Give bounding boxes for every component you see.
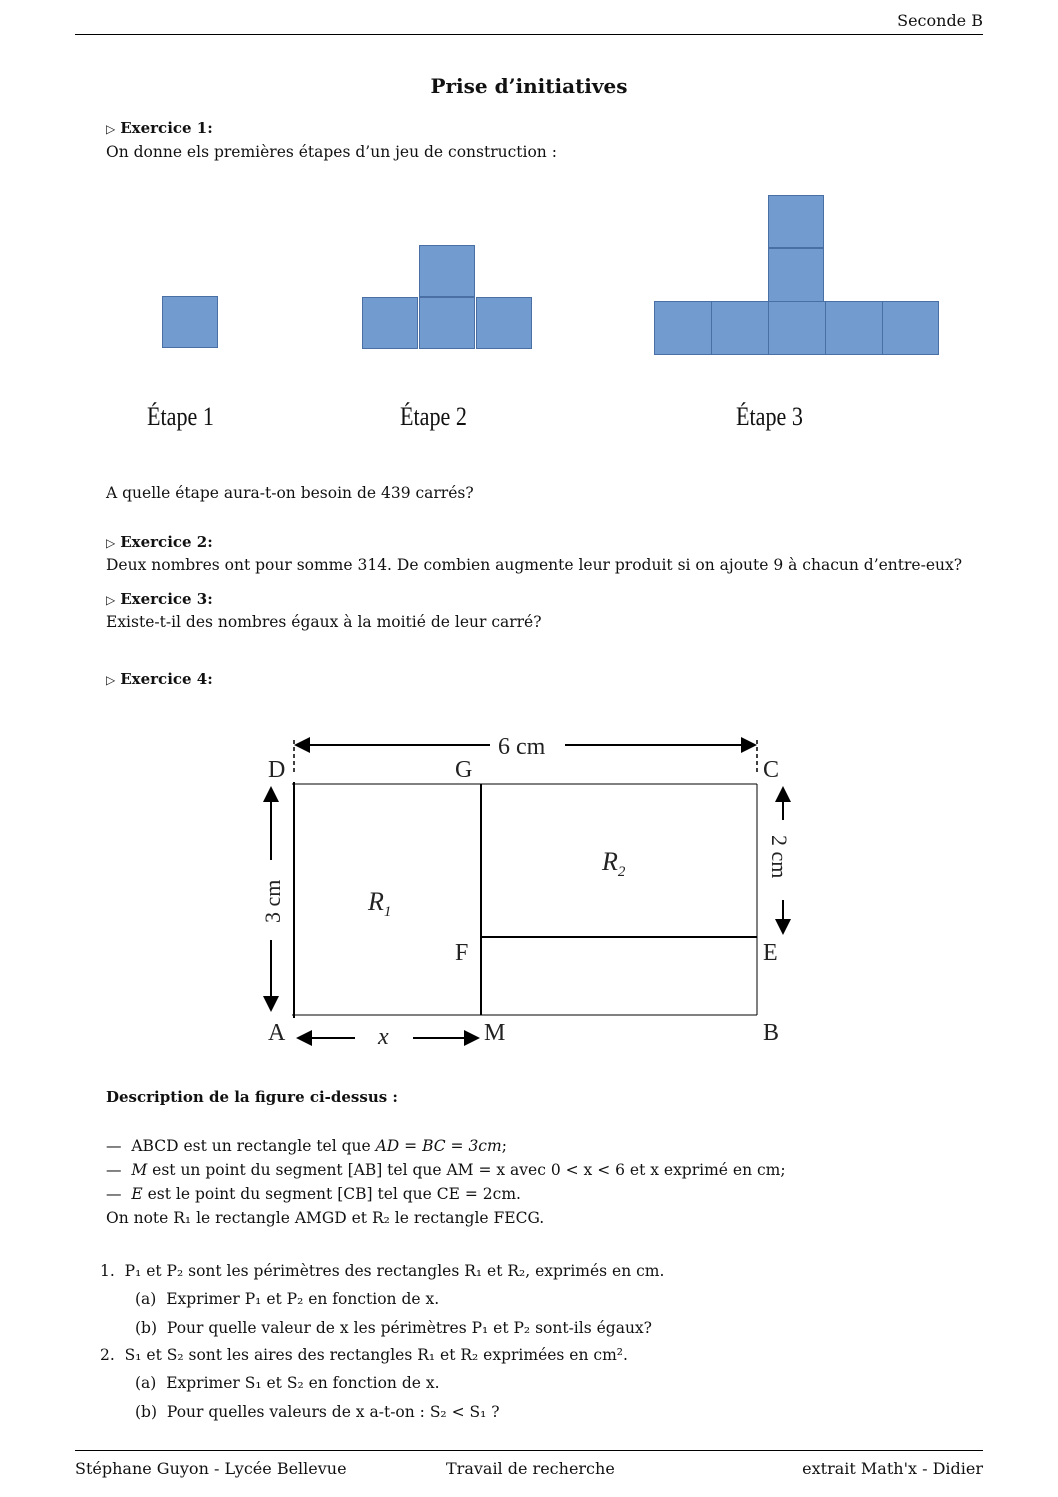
question-text: S₁ et S₂ sont les aires des rectangles R₁ et R₂ exprimées en cm². [124,1346,628,1364]
stage-3-label: Étape 3 [736,402,803,431]
stage-2-label: Étape 2 [400,402,467,431]
triangle-marker-icon: ▷ [106,122,116,136]
square [768,195,824,248]
description-item [106,1161,786,1179]
triangle-marker-icon: ▷ [106,593,116,607]
r2-label: $R_2$ [602,847,626,880]
sub-question-text: Pour quelles valeurs de x a-t-on : S₂ < S₁ ? [166,1403,500,1421]
question-number: 1. [100,1262,115,1280]
triangle-marker-icon: ▷ [106,536,116,550]
desc-text: est le point du segment [CB] tel que CE = 2cm. [142,1185,521,1203]
exercise-3-text: Existe-t-il des nombres égaux à la moitié de leur carré? [106,613,542,631]
exercise-3-heading [106,590,213,608]
description-note: On note R₁ le rectangle AMGD et R₂ le rectangle FECG. [106,1209,545,1227]
exercise-1-heading [106,119,213,137]
sub-question-text: Exprimer P₁ et P₂ en fonction de x. [166,1290,440,1308]
page-title: Prise d’initiatives [430,74,628,98]
question-number: 2. [100,1346,115,1364]
sub-question-label: (b) [135,1319,158,1337]
description-item [106,1137,507,1155]
sub-question-label: (a) [135,1374,157,1392]
exercise-1-title: Exercice 1: [120,119,213,137]
square [711,301,769,355]
header-rule [75,34,983,35]
desc-text: ABCD est un rectangle tel que [131,1137,376,1155]
footer-center: Travail de recherche [446,1459,615,1478]
desc-math: AD = BC = 3cm [375,1137,502,1155]
square [362,297,418,349]
exercise-3-title: Exercice 3: [120,590,213,608]
exercise-1-intro: On donne els premières étapes d’un jeu de construction : [106,143,557,161]
question-2 [100,1346,628,1364]
footer-source: extrait Math'x - Didier [802,1459,983,1478]
triangle-marker-icon: ▷ [106,673,116,687]
exercise-2-text: Deux nombres ont pour somme 314. De combien augmente leur produit si on ajoute 9 à chacun d’entre-eux? [106,556,963,574]
r1-label: $R_1$ [368,887,392,920]
dash: — [106,1185,122,1203]
dash: — [106,1137,122,1155]
question-2b [135,1403,500,1421]
footer-author: Stéphane Guyon - Lycée Bellevue [75,1459,347,1478]
point-B: B [763,1020,780,1046]
footer-rule [75,1450,983,1451]
sub-question-text: Pour quelle valeur de x les périmètres P₁ et P₂ sont-ils égaux? [166,1319,652,1337]
question-text: P₁ et P₂ sont les périmètres des rectangles R₁ et R₂, exprimés en cm. [124,1262,665,1280]
point-A: A [268,1020,286,1046]
exercise-2-heading [106,533,213,551]
question-2a [135,1374,440,1392]
desc-text: ; [501,1137,507,1155]
sub-question-label: (b) [135,1403,158,1421]
description-title: Description de la figure ci-dessus : [106,1088,398,1106]
square [419,245,475,297]
square [654,301,712,355]
point-G: G [455,757,473,783]
stage-1-label: Étape 1 [147,402,214,431]
square [882,301,939,355]
point-F: F [455,940,469,966]
exercise-4-title: Exercice 4: [120,670,213,688]
question-1a [135,1290,439,1308]
desc-math: E [131,1185,143,1203]
sub-question-text: Exprimer S₁ et S₂ en fonction de x. [166,1374,440,1392]
exercise-4-heading [106,670,213,688]
square [476,297,532,349]
question-1b [135,1319,652,1337]
point-D: D [268,757,286,783]
description-item [106,1185,521,1203]
square [768,301,826,355]
exercise-1-question: A quelle étape aura-t-on besoin de 439 carrés? [106,484,474,502]
dim-right-label: 2 cm [767,835,792,879]
dim-left-label: 3 cm [260,879,285,923]
exercise-2-title: Exercice 2: [120,533,213,551]
desc-math: M [131,1161,148,1179]
question-1 [100,1262,664,1280]
rectangle-figure [250,720,810,1060]
square [768,248,824,302]
class-label: Seconde B [897,11,983,30]
square [162,296,218,348]
point-M: M [484,1020,506,1046]
dash: — [106,1161,122,1179]
sub-question-label: (a) [135,1290,157,1308]
square [419,297,475,349]
point-C: C [763,757,780,783]
square [825,301,883,355]
desc-text: est un point du segment [AB] tel que AM = x avec 0 < x < 6 et x exprimé en cm; [147,1161,786,1179]
point-E: E [763,940,778,966]
dim-bottom-label: x [378,1024,389,1050]
dim-top-label: 6 cm [498,734,546,760]
